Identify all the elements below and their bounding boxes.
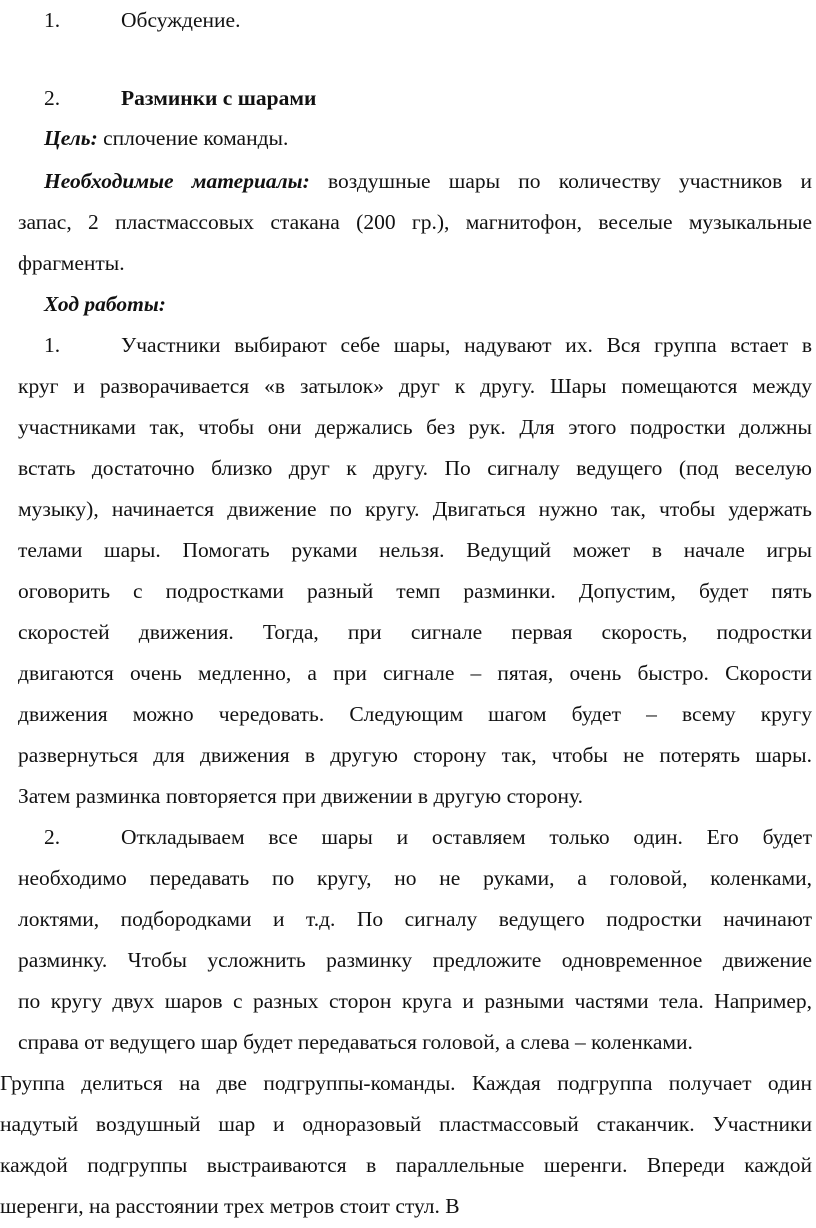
- paragraph-line: скоростей движения. Тогда, при сигнале первая скорость, подростки: [18, 620, 812, 644]
- list-number: 2.: [44, 86, 61, 110]
- paragraph-line: по кругу двух шаров с разных сторон круга и разными частями тела. Например,: [18, 989, 812, 1013]
- section-heading: [0, 78, 816, 119]
- materials-label: Необходимые материалы:: [44, 169, 310, 193]
- paragraph-line: музыку), начинается движение по кругу. Двигаться нужно так, чтобы удержать: [18, 497, 812, 521]
- paragraph-line: участниками так, чтобы они держались без рук. Для этого подростки должны: [18, 415, 812, 439]
- paragraph-line: локтями, подбородками и т.д. По сигналу ведущего подростки начинают: [18, 907, 812, 931]
- materials-line-3: фрагменты.: [18, 251, 125, 275]
- paragraph-line: Затем разминка повторяется при движении в другую сторону.: [18, 784, 584, 808]
- list-item-1: [0, 0, 816, 41]
- paragraph-line: телами шары. Помогать руками нельзя. Ведущий может в начале игры: [18, 538, 812, 562]
- materials-line-2: запас, 2 пластмассовых стакана (200 гр.), магнитофон, веселые музыкальные: [18, 210, 812, 234]
- paragraph-line: Участники выбирают себе шары, надувают их. Вся группа встает в: [121, 333, 812, 357]
- paragraph-line: встать достаточно близко друг к другу. По сигналу ведущего (под веселую: [18, 456, 812, 480]
- step-1-first-line: [0, 325, 816, 366]
- paragraph-line: надутый воздушный шар и одноразовый пластмассовый стаканчик. Участники: [0, 1112, 812, 1136]
- step-2-first-line: [0, 817, 816, 858]
- materials-line-1: [44, 161, 812, 202]
- paragraph-line: необходимо передавать по кругу, но не руками, а головой, коленками,: [18, 866, 812, 890]
- paragraph-line: разминку. Чтобы усложнить разминку предложите одновременное движение: [18, 948, 812, 972]
- materials-text: воздушные шары по количеству участников и: [309, 169, 812, 193]
- goal-line: [44, 118, 812, 159]
- paragraph-line: движения можно чередовать. Следующим шагом будет – всему кругу: [18, 702, 812, 726]
- paragraph-line: Откладываем все шары и оставляем только один. Его будет: [121, 825, 812, 849]
- progress-label: Ход работы:: [44, 292, 166, 316]
- step-number: 1.: [44, 333, 61, 357]
- paragraph-line: каждой подгруппы выстраиваются в параллельные шеренги. Впереди каждой: [0, 1153, 812, 1177]
- step-number: 2.: [44, 825, 61, 849]
- section-title: Разминки с шарами: [121, 86, 317, 110]
- paragraph-line: оговорить с подростками разный темп разминки. Допустим, будет пять: [18, 579, 812, 603]
- goal-label: Цель:: [44, 126, 98, 150]
- paragraph-line: круг и разворачивается «в затылок» друг к другу. Шары помещаются между: [18, 374, 812, 398]
- paragraph-line: двигаются очень медленно, а при сигнале – пятая, очень быстро. Скорости: [18, 661, 812, 685]
- list-number: 1.: [44, 8, 61, 32]
- paragraph-line: шеренги, на расстоянии трех метров стоит стул. В: [0, 1194, 460, 1218]
- paragraph-line: развернуться для движения в другую сторону так, чтобы не потерять шары.: [18, 743, 812, 767]
- list-item-text: Обсуждение.: [121, 8, 241, 32]
- paragraph-line: Группа делиться на две подгруппы-команды. Каждая подгруппа получает один: [0, 1071, 812, 1095]
- goal-text: сплочение команды.: [97, 126, 289, 150]
- paragraph-line: справа от ведущего шар будет передаваться головой, а слева – коленками.: [18, 1030, 693, 1054]
- progress-heading: [44, 284, 812, 325]
